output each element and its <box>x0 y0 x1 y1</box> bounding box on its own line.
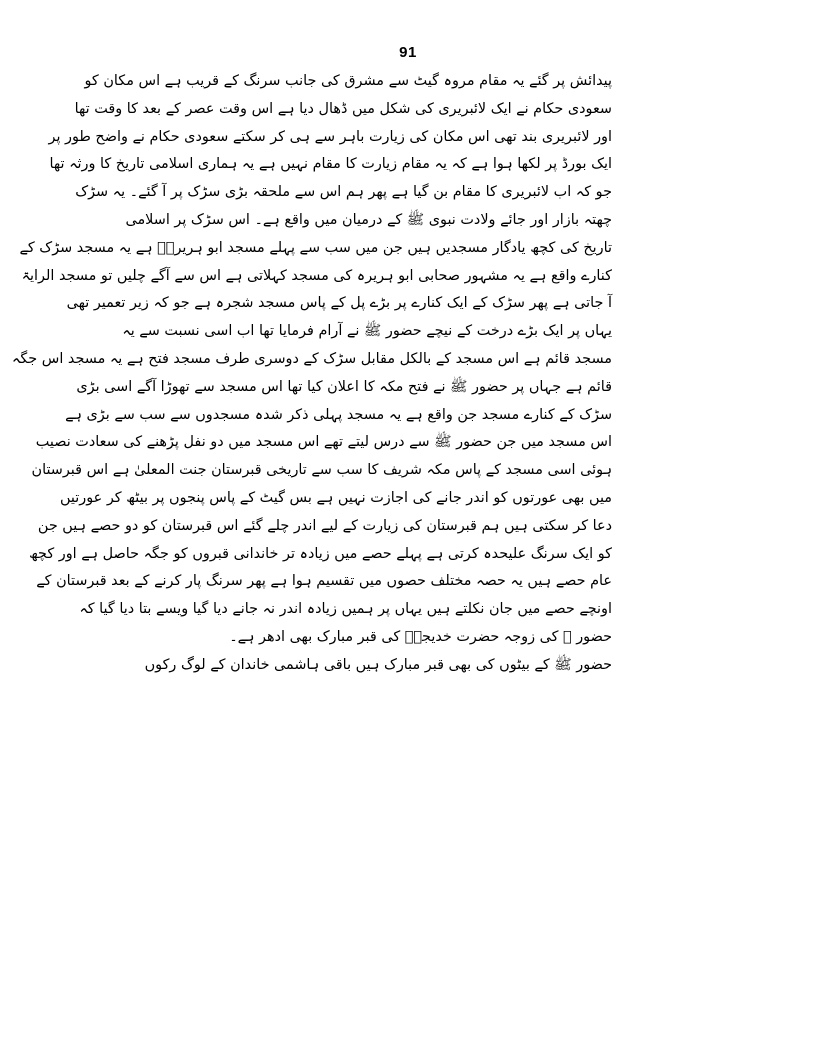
text-line: دعا کر سکتی ہیں ہم قبرستان کی زیارت کے لیے اندر چلے گئے اس قبرستان کو دو حصے ہیں جن <box>37 517 612 534</box>
text-line: سعودی حکام نے ایک لائبریری کی شکل میں ڈھال دیا ہے اس وقت عصر کے بعد کا وقت تھا <box>74 100 612 117</box>
page-number: 91 <box>399 44 417 61</box>
text-line: عام حصے ہیں یہ حصہ مختلف حصوں میں تقسیم ہوا ہے پھر سرنگ پار کرنے کے بعد قبرستان کے <box>36 573 612 590</box>
text-line: مسجد قائم ہے اس مسجد کے بالکل مقابل سڑک کے دوسری طرف مسجد فتح ہے یہ مسجد اس جگہ <box>11 350 612 367</box>
text-line: اونچے حصے میں جان نکلتے ہیں یہاں پر ہمیں زیادہ اندر نہ جانے دیا گیا ویسے بتا دیا گیا کہ <box>79 601 612 618</box>
text-line: قائم ہے جہاں پر حضور ﷺ نے فتح مکہ کا اعلان کیا تھا اس مسجد سے تھوڑا آگے اسی بڑی <box>76 378 612 395</box>
body-text <box>11 68 612 680</box>
text-line: پیدائش پر گئے یہ مقام مروہ گیٹ سے مشرق کی جانب سرنگ کے قریب ہے اس مکان کو <box>84 73 612 89</box>
text-line: چھتہ بازار اور جائے ولادت نبوی ﷺ کے درمیان میں واقع ہے۔ اس سڑک پر اسلامی <box>125 211 612 228</box>
text-line: آ جاتی ہے پھر سڑک کے ایک کنارے پر بڑے پل کے پاس مسجد شجرہ ہے جو کہ زیر تعمیر تھی <box>66 295 612 312</box>
text-line: اس مسجد میں جن حضور ﷺ سے درس لیتے تھے اس مسجد میں دو نفل پڑھنے کی سعادت نصیب <box>35 434 612 451</box>
text-line: کنارے واقع ہے یہ مشہور صحابی ابو ہریرہ کی مسجد کہلاتی ہے اس سے آگے چلیں تو مسجد الرایۃ <box>21 267 612 284</box>
text-line: یہاں پر ایک بڑے درخت کے نیچے حضور ﷺ نے آرام فرمایا تھا اب اسی نسبت سے یہ <box>122 323 612 340</box>
text-line: کو ایک سرنگ علیحدہ کرتی ہے پہلے حصے میں زیادہ تر خاندانی قبروں کو جگہ حاصل ہے اور کچھ <box>28 545 612 562</box>
text-line: ایک بورڈ پر لکھا ہوا ہے کہ یہ مقام زیارت کا مقام نہیں ہے یہ ہماری اسلامی تاریخ کا ورثہ تھا <box>49 156 612 173</box>
text-line: تاریخ کی کچھ یادگار مسجدیں ہیں جن میں سب سے پہلے مسجد ابو ہریرہؓ ہے یہ مسجد سڑک کے <box>19 239 612 256</box>
text-line: جو کہ اب لائبریری کا مقام بن گیا ہے پھر ہم اس سے ملحقہ بڑی سڑک پر آ گئے۔ یہ سڑک <box>75 184 612 201</box>
text-line: میں بھی عورتوں کو اندر جانے کی اجازت نہیں ہے بس گیٹ کے پاس پنجوں پر بیٹھ کر عورتیں <box>59 489 612 506</box>
text-line: حضور ﷺ کی زوجہ حضرت خدیجہؓ کی قبر مبارک بھی ادھر ہے۔ <box>229 628 612 645</box>
text-line: حضور ﷺ کے بیٹوں کی بھی قبر مبارک ہیں باقی ہاشمی خاندان کے لوگ رکوں <box>144 656 612 673</box>
text-line: سڑک کے کنارے مسجد جن واقع ہے یہ مسجد پہلی ذکر شدہ مسجدوں سے سب سے بڑی ہے <box>65 406 612 423</box>
text-line: اور لائبریری بند تھی اس مکان کی زیارت باہر سے ہی کر سکتے سعودی حکام نے واضح طور پر <box>48 128 612 145</box>
text-line: ہوئی اسی مسجد کے پاس مکہ شریف کا سب سے تاریخی قبرستان جنت المعلیٰ ہے اس قبرستان <box>31 462 612 479</box>
